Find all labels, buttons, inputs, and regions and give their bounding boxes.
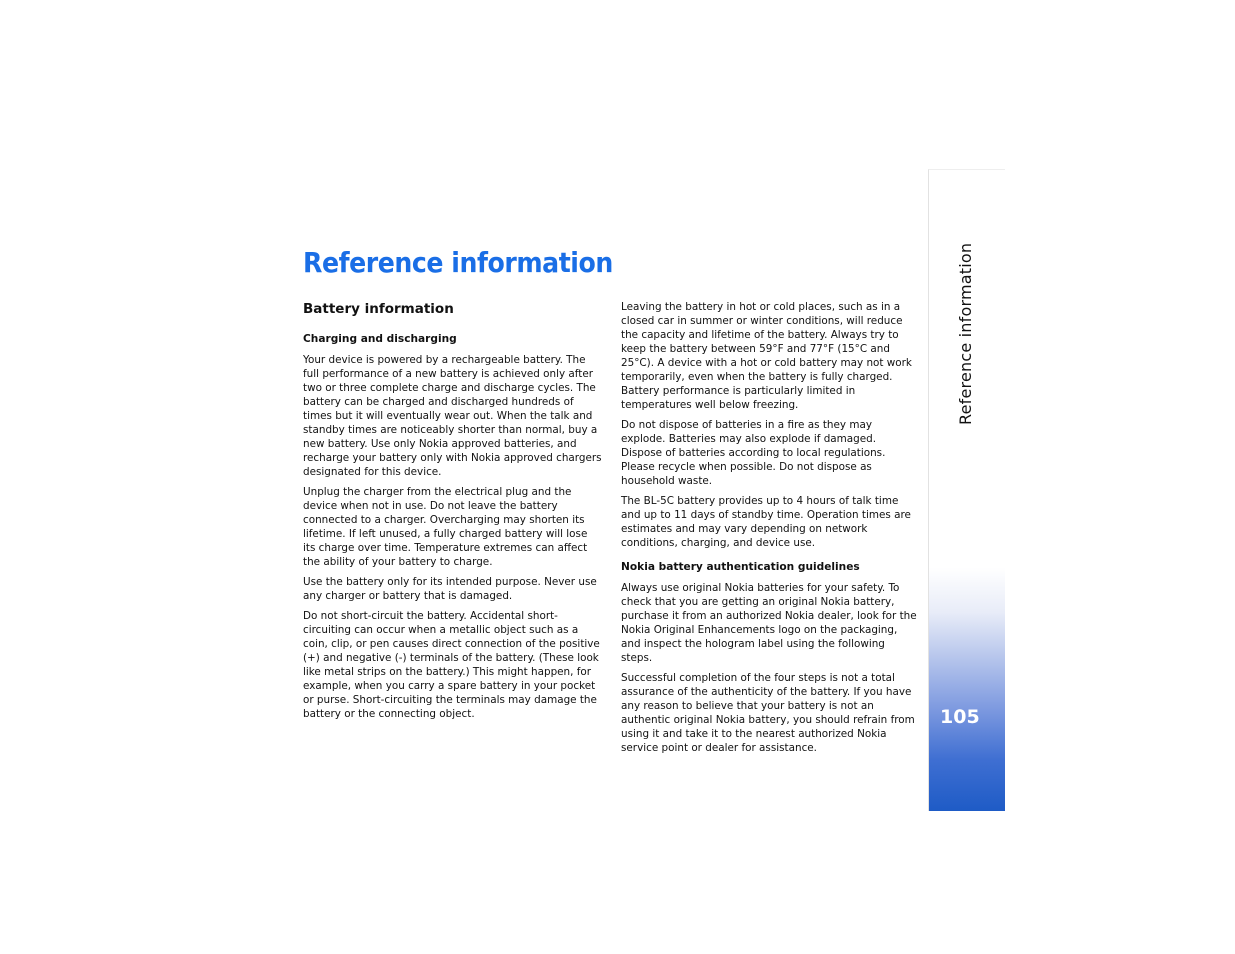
paragraph: Leaving the battery in hot or cold places, such as in a closed car in summer or winter conditions, will reduce the capacity and lifetime of the battery. Always try to keep the battery between 59°F and 77°F (15°C and 25°C). A device with a hot or cold battery may not work temporarily, even when the battery is fully charged. Battery performance is particularly limited in temperatures well below freezing.: [621, 301, 912, 411]
left-column: [303, 300, 603, 727]
paragraph: Always use original Nokia batteries for your safety. To check that you are getting an original Nokia battery, purchase it from an authorized Nokia dealer, look for the Nokia Original Enhancements logo on the packaging, and inspect the hologram label using the following steps.: [621, 582, 917, 664]
page-title: Reference information: [303, 246, 613, 279]
paragraph: Unplug the charger from the electrical plug and the device when not in use. Do not leave the battery connected to a charger. Overcharging may shorten its lifetime. If left unused, a fully charged battery will lose its charge over time. Temperature extremes can affect the ability of your battery to charge.: [303, 486, 588, 568]
paragraph: Successful completion of the four steps is not a total assurance of the authenticity of the battery. If you have any reason to believe that your battery is not an authentic original Nokia battery, you should refrain from using it and take it to the nearest authorized Nokia service point or dealer for assistance.: [621, 672, 915, 754]
sub-heading-authentication: Nokia battery authentication guidelines: [621, 561, 860, 573]
paragraph: Do not dispose of batteries in a fire as they may explode. Batteries may also explode if damaged. Dispose of batteries according to local regulations. Please recycle when possible. Do not dispose as household waste.: [621, 419, 886, 487]
side-tab-label: Reference information: [956, 242, 975, 425]
section-heading-battery-information: Battery information: [303, 301, 454, 317]
paragraph: Your device is powered by a rechargeable battery. The full performance of a new battery is achieved only after two or three complete charge and discharge cycles. The battery can be charged and discharged hundreds of times but it will eventually wear out. When the talk and standby times are noticeably shorter than normal, buy a new battery. Use only Nokia approved batteries, and recharge your battery only with Nokia approved chargers designated for this device.: [303, 354, 602, 478]
sub-heading-charging: Charging and discharging: [303, 333, 457, 345]
right-column: [621, 300, 919, 761]
paragraph: The BL-5C battery provides up to 4 hours of talk time and up to 11 days of standby time. Operation times are estimates and may vary depending on network conditions, charging, and device use.: [621, 495, 911, 549]
paragraph: Do not short-circuit the battery. Accidental short-circuiting can occur when a metallic object such as a coin, clip, or pen causes direct connection of the positive (+) and negative (-) terminals of the battery. (These look like metal strips on the battery.) This might happen, for example, when you carry a spare battery in your pocket or purse. Short-circuiting the terminals may damage the battery or the connecting object.: [303, 610, 600, 720]
page-number: 105: [940, 706, 980, 728]
paragraph: Use the battery only for its intended purpose. Never use any charger or battery that is damaged.: [303, 576, 597, 602]
